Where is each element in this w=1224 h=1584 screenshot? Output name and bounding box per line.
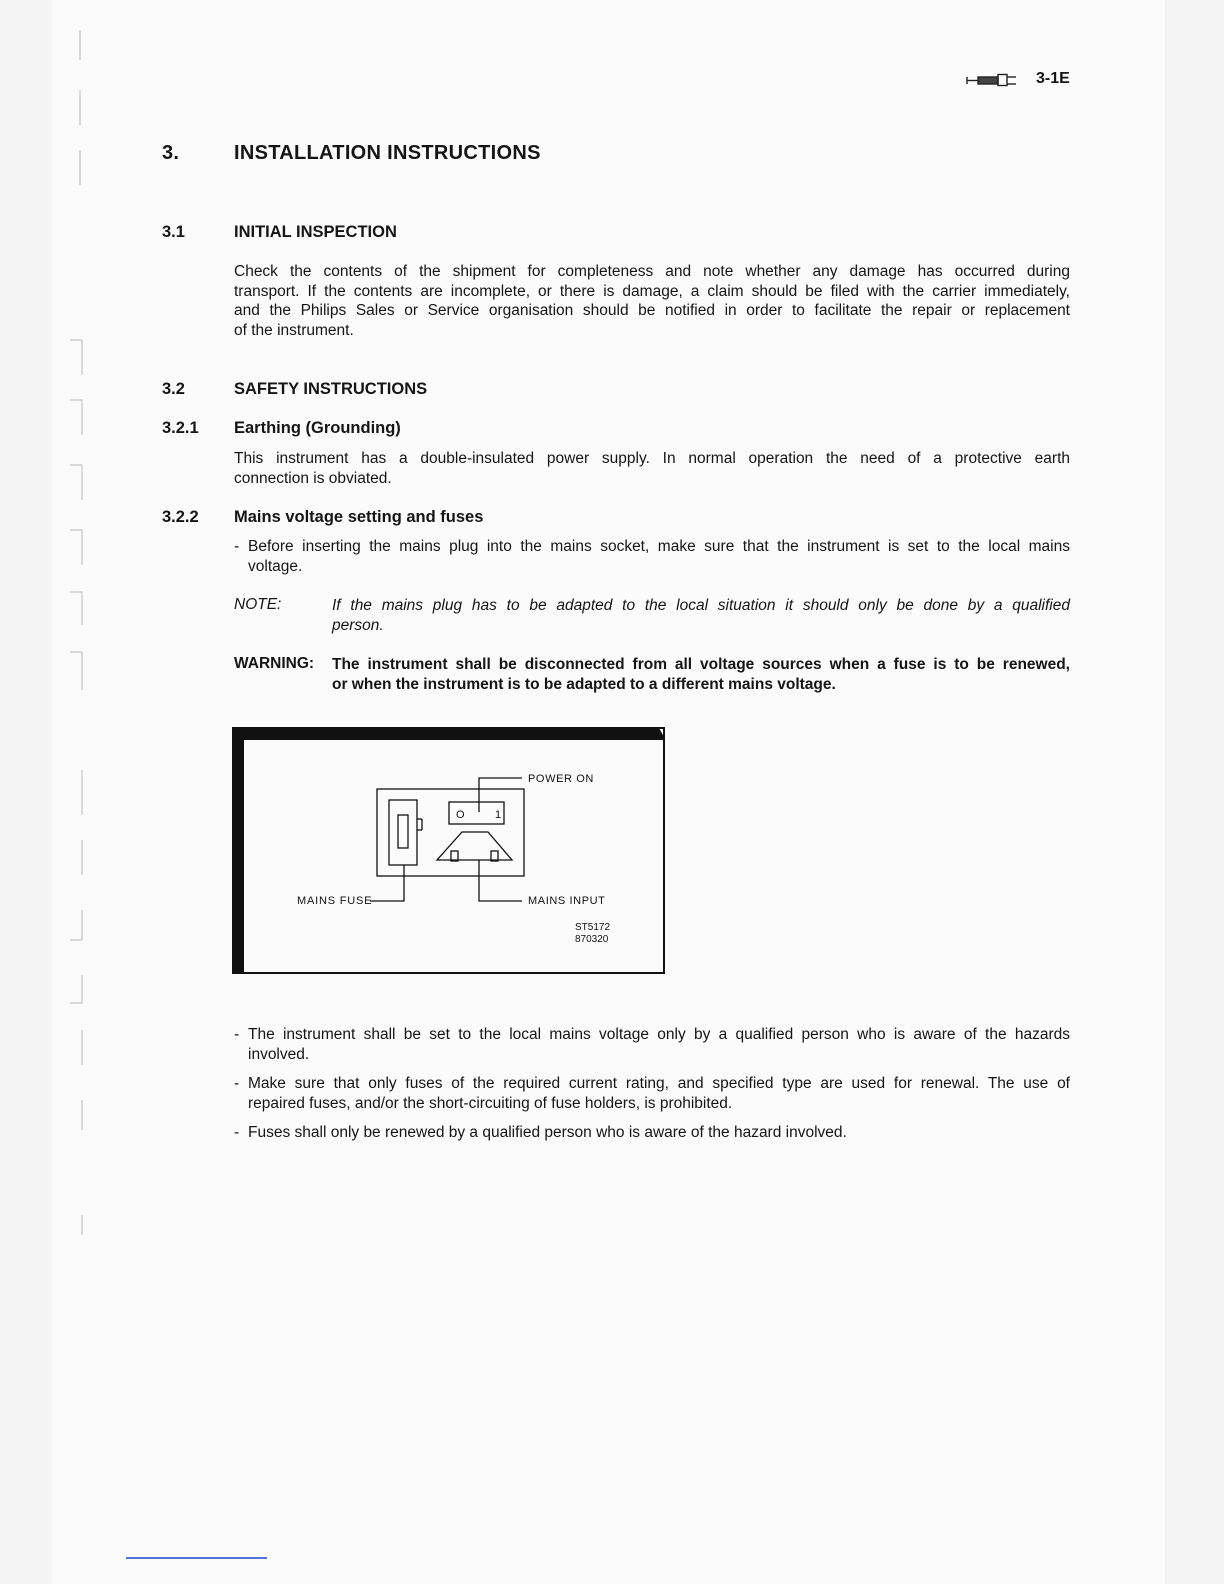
bullet-line: involved. [248,1045,310,1063]
page-number: 3-1E [1036,70,1070,87]
manual-tab-icon [966,73,1024,87]
power-on-label: POWER ON [528,773,594,785]
bullet-line: Make sure that only fuses of the required current rating, and specified type are used for renewal. The use of [248,1075,1070,1092]
note-label: NOTE: [234,596,282,613]
bullet-dash: - [234,538,240,555]
bullet-item [234,537,1070,576]
paragraph-line: Check the contents of the shipment for completeness and note whether any damage has occurred during [234,263,1070,280]
bullet-line: voltage. [248,557,303,575]
rear-panel-figure [232,727,666,975]
paragraph-line: and the Philips Sales or Service organisation should be notified in order to facilitate the repair or replacement [234,302,1070,320]
subsection-title-earthing: Earthing (Grounding) [234,419,401,437]
section-number: 3. [162,142,180,164]
bullet-dash: - [234,1124,240,1141]
warning-line: or when the instrument is to be adapted to a different mains voltage. [332,675,836,693]
note-line: If the mains plug has to be adapted to the local situation it should only be done by a qualified [332,597,1070,614]
bottom-underline-mark [126,1557,267,1559]
subsection-number-3-2-1: 3.2.1 [162,419,199,437]
bullet-dash: - [234,1026,240,1043]
paragraph-line: transport. If the contents are incomplete, or there is damage, a claim should be filed with the carrier immediately, [234,282,1070,300]
bullet-item [234,1025,1070,1064]
mains-inlet [437,832,512,860]
subsection-title-mains-voltage: Mains voltage setting and fuses [234,508,484,526]
mains-input-label: MAINS INPUT [528,895,606,907]
bullet-item [234,1123,1070,1143]
subsection-number-3-1: 3.1 [162,223,185,241]
section-title: INSTALLATION INSTRUCTIONS [234,142,541,164]
switch-off-label: O [456,809,465,821]
mains-fuse-label: MAINS FUSE [297,895,373,907]
paragraph-line: connection is obviated. [234,469,392,487]
subsection-title-initial-inspection: INITIAL INSPECTION [234,223,397,241]
rear-panel-diagram [232,727,666,975]
fuse-holder [389,800,417,865]
bullet-line: The instrument shall be set to the local mains voltage only by a qualified person who is aware of the hazards [248,1026,1070,1043]
figure-code: ST5172 [575,922,611,933]
earthing-paragraph [234,449,1070,488]
scan-margin-marks [70,0,100,1300]
note-text [332,596,1070,635]
subsection-title-safety-instructions: SAFETY INSTRUCTIONS [234,380,428,398]
note-line: person. [332,616,384,634]
warning-line: The instrument shall be disconnected from all voltage sources when a fuse is to be renewed, [332,656,1070,673]
paragraph-line: This instrument has a double-insulated power supply. In normal operation the need of a protective earth [234,450,1070,467]
paragraph-line: of the instrument. [234,321,354,339]
bullet-line: repaired fuses, and/or the short-circuiting of fuse holders, is prohibited. [248,1094,733,1112]
switch-on-label: 1 [495,809,502,821]
bullet-item [234,1074,1070,1113]
subsection-number-3-2-2: 3.2.2 [162,508,199,526]
bullet-line: Fuses shall only be renewed by a qualified person who is aware of the hazard involved. [248,1124,847,1141]
warning-text [332,655,1070,694]
bullet-line: Before inserting the mains plug into the mains socket, make sure that the instrument is set to the local mains [248,538,1070,555]
initial-inspection-paragraph [234,262,1070,340]
figure-date-code: 870320 [575,934,609,945]
fuse-icon [398,815,408,848]
subsection-number-3-2: 3.2 [162,380,185,398]
bullet-dash: - [234,1075,240,1092]
warning-label: WARNING: [234,655,315,672]
